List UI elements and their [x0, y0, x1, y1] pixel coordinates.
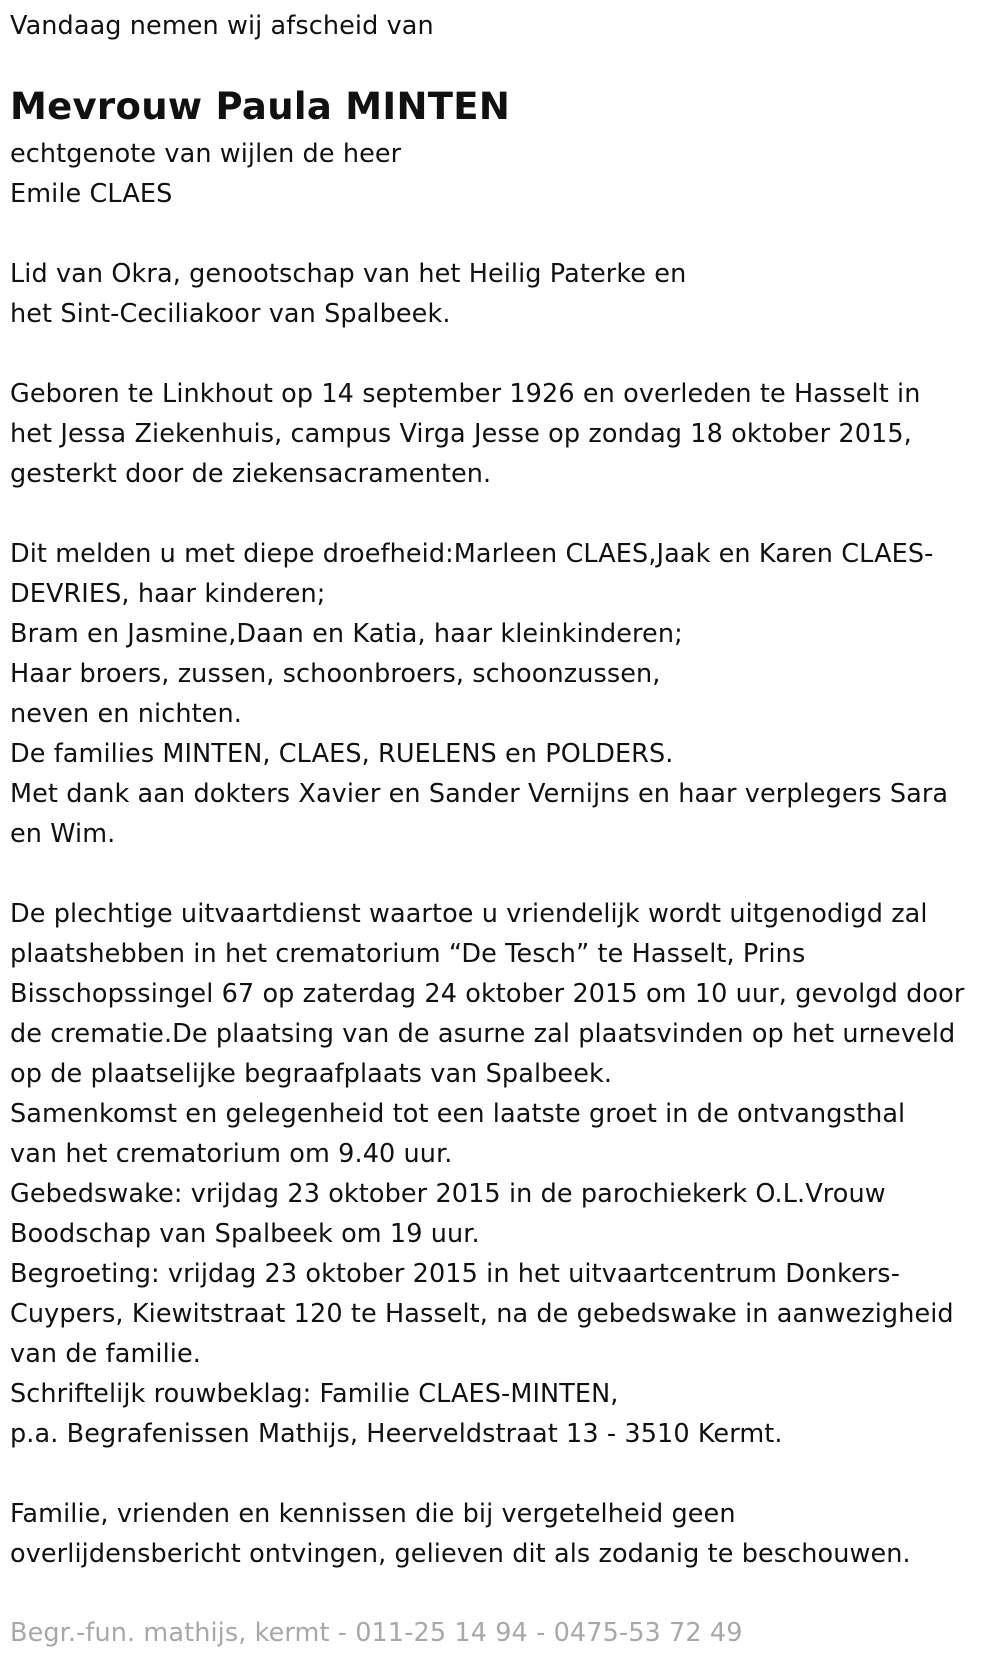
- spouse-line: echtgenote van wijlen de heer: [10, 139, 402, 169]
- funeral-line: Schriftelijk rouwbeklag: Familie CLAES-MINTEN,: [10, 1379, 619, 1409]
- funeral-line: Gebedswake: vrijdag 23 oktober 2015 in de parochiekerk O.L.Vrouw: [10, 1179, 886, 1209]
- funeral-line: De plechtige uitvaartdienst waartoe u vriendelijk wordt uitgenodigd zal: [10, 899, 928, 929]
- closing-line: Familie, vrienden en kennissen die bij vergetelheid geen: [10, 1499, 736, 1529]
- family-line: De families MINTEN, CLAES, RUELENS en POLDERS.: [10, 739, 674, 769]
- funeral-line: Begroeting: vrijdag 23 oktober 2015 in het uitvaartcentrum Donkers-: [10, 1259, 900, 1289]
- spouse-line: Emile CLAES: [10, 179, 173, 209]
- closing-line: overlijdensbericht ontvingen, gelieven dit als zodanig te beschouwen.: [10, 1539, 911, 1569]
- intro-section: [10, 6, 434, 46]
- funeral-line: Cuypers, Kiewitstraat 120 te Hasselt, na de gebedswake in aanwezigheid: [10, 1299, 954, 1329]
- funeral-director-footer: [10, 1613, 743, 1653]
- family-line: Dit melden u met diepe droefheid:Marleen CLAES,Jaak en Karen CLAES-: [10, 539, 934, 569]
- footer-text: Begr.-fun. mathijs, kermt - 011-25 14 94 - 0475-53 72 49: [10, 1618, 743, 1648]
- intro-text: Vandaag nemen wij afscheid van: [10, 11, 434, 41]
- family-line: en Wim.: [10, 819, 116, 849]
- birth-death-line: het Jessa Ziekenhuis, campus Virga Jesse op zondag 18 oktober 2015,: [10, 419, 912, 449]
- birth-death-section: [10, 374, 920, 494]
- spouse-section: [10, 134, 401, 214]
- closing-section: [10, 1494, 911, 1574]
- funeral-line: van het crematorium om 9.40 uur.: [10, 1139, 453, 1169]
- birth-death-line: gesterkt door de ziekensacramenten.: [10, 459, 492, 489]
- membership-section: [10, 254, 686, 334]
- deceased-name: Mevrouw Paula MINTEN: [10, 85, 511, 128]
- deceased-name-section: [10, 83, 510, 131]
- membership-line: Lid van Okra, genootschap van het Heilig Paterke en: [10, 259, 687, 289]
- family-line: DEVRIES, haar kinderen;: [10, 579, 326, 609]
- funeral-line: p.a. Begrafenissen Mathijs, Heerveldstraat 13 - 3510 Kermt.: [10, 1419, 783, 1449]
- funeral-line: van de familie.: [10, 1339, 201, 1369]
- funeral-line: Bisschopssingel 67 op zaterdag 24 oktober 2015 om 10 uur, gevolgd door: [10, 979, 965, 1009]
- funeral-line: Boodschap van Spalbeek om 19 uur.: [10, 1219, 480, 1249]
- funeral-line: op de plaatselijke begraafplaats van Spalbeek.: [10, 1059, 613, 1089]
- family-line: Haar broers, zussen, schoonbroers, schoonzussen,: [10, 659, 661, 689]
- funeral-line: plaatshebben in het crematorium “De Tesch” te Hasselt, Prins: [10, 939, 806, 969]
- funeral-line: de crematie.De plaatsing van de asurne zal plaatsvinden op het urneveld: [10, 1019, 956, 1049]
- family-section: [10, 534, 948, 854]
- family-line: Met dank aan dokters Xavier en Sander Vernijns en haar verplegers Sara: [10, 779, 949, 809]
- membership-line: het Sint-Ceciliakoor van Spalbeek.: [10, 299, 451, 329]
- funeral-line: Samenkomst en gelegenheid tot een laatste groet in de ontvangsthal: [10, 1099, 906, 1129]
- funeral-details-section: [10, 894, 964, 1454]
- family-line: Bram en Jasmine,Daan en Katia, haar kleinkinderen;: [10, 619, 683, 649]
- birth-death-line: Geboren te Linkhout op 14 september 1926 en overleden te Hasselt in: [10, 379, 921, 409]
- family-line: neven en nichten.: [10, 699, 242, 729]
